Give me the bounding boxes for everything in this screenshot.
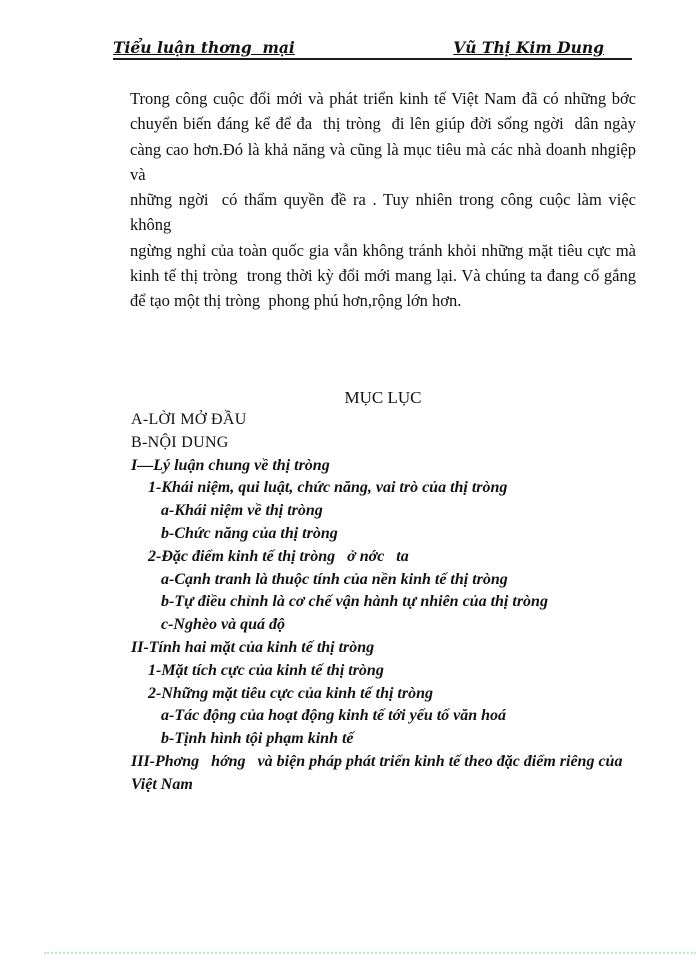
toc-item: a-Khái niệm về thị tròng [161, 502, 323, 520]
toc-item: 1-Khái niệm, qui luật, chức năng, vai trò của thị tròng [148, 479, 508, 497]
toc-item: A-LỜI MỞ ĐẦU [131, 411, 247, 428]
header-author-name: Vũ Thị Kim Dung [453, 38, 604, 57]
paragraph-line: Trong công cuộc đổi mới và phát triển kinh tế Việt Nam đã có những bớc [130, 89, 636, 108]
paragraph-line: kinh tế thị tròng trong thời kỳ đổi mới mang lại. Và chúng ta đang cố gắng [130, 266, 636, 286]
intro-paragraph [130, 86, 641, 314]
page-break-dotted-rule [44, 952, 696, 954]
table-of-contents [130, 409, 636, 797]
toc-item: 2-Những mặt tiêu cực của kinh tế thị tròng [148, 684, 433, 702]
toc-item: B-NỘI DUNG [131, 433, 229, 451]
paragraph-line: những ngời có thẩm quyền đề ra . Tuy nhiên trong công cuộc làm việc không [130, 190, 641, 235]
toc-item: b-Chức năng của thị tròng [161, 524, 338, 542]
toc-item: 1-Mặt tích cực của kinh tế thị tròng [148, 661, 384, 679]
toc-item: 2-Đặc điểm kinh tế thị tròng ở nớc ta [148, 547, 409, 565]
toc-item: II-Tính hai mặt của kinh tế thị tròng [131, 638, 375, 656]
paragraph-line: chuyển biến đáng kể để đa thị tròng đi lên giúp đời sống ngời dân ngày [130, 114, 636, 134]
paragraph-line: để tạo một thị tròng phong phú hơn,rộng lớn hơn. [130, 291, 462, 311]
toc-item: a-Cạnh tranh là thuộc tính của nền kinh tế thị tròng [161, 570, 508, 588]
running-header [113, 39, 632, 60]
paragraph-line: ngừng nghỉ của toàn quốc gia vẫn không tránh khỏi những mặt tiêu cực mà [130, 240, 636, 260]
toc-item: b-Tự điều chỉnh là cơ chế vận hành tự nhiên của thị tròng [161, 593, 548, 611]
toc-item: III-Phơng hớng và biện pháp phát triển kinh tế theo đặc điểm riêng của Việt Nam [131, 752, 627, 793]
header-document-title: Tiểu luận thơng mại [113, 38, 295, 57]
paragraph-line: càng cao hơn.Đó là khả năng và cũng là mục tiêu mà các nhà doanh nhgiệp và [130, 139, 641, 184]
toc-item: b-Tịnh hình tội phạm kinh tế [161, 730, 354, 748]
toc-item: a-Tác động của hoạt động kinh tế tới yếu tố văn hoá [161, 707, 507, 725]
toc-item: c-Nghèo và quá độ [161, 616, 285, 634]
toc-item: I—Lý luận chung về thị tròng [131, 456, 330, 474]
toc-heading: MỤC LỤC [344, 388, 422, 407]
